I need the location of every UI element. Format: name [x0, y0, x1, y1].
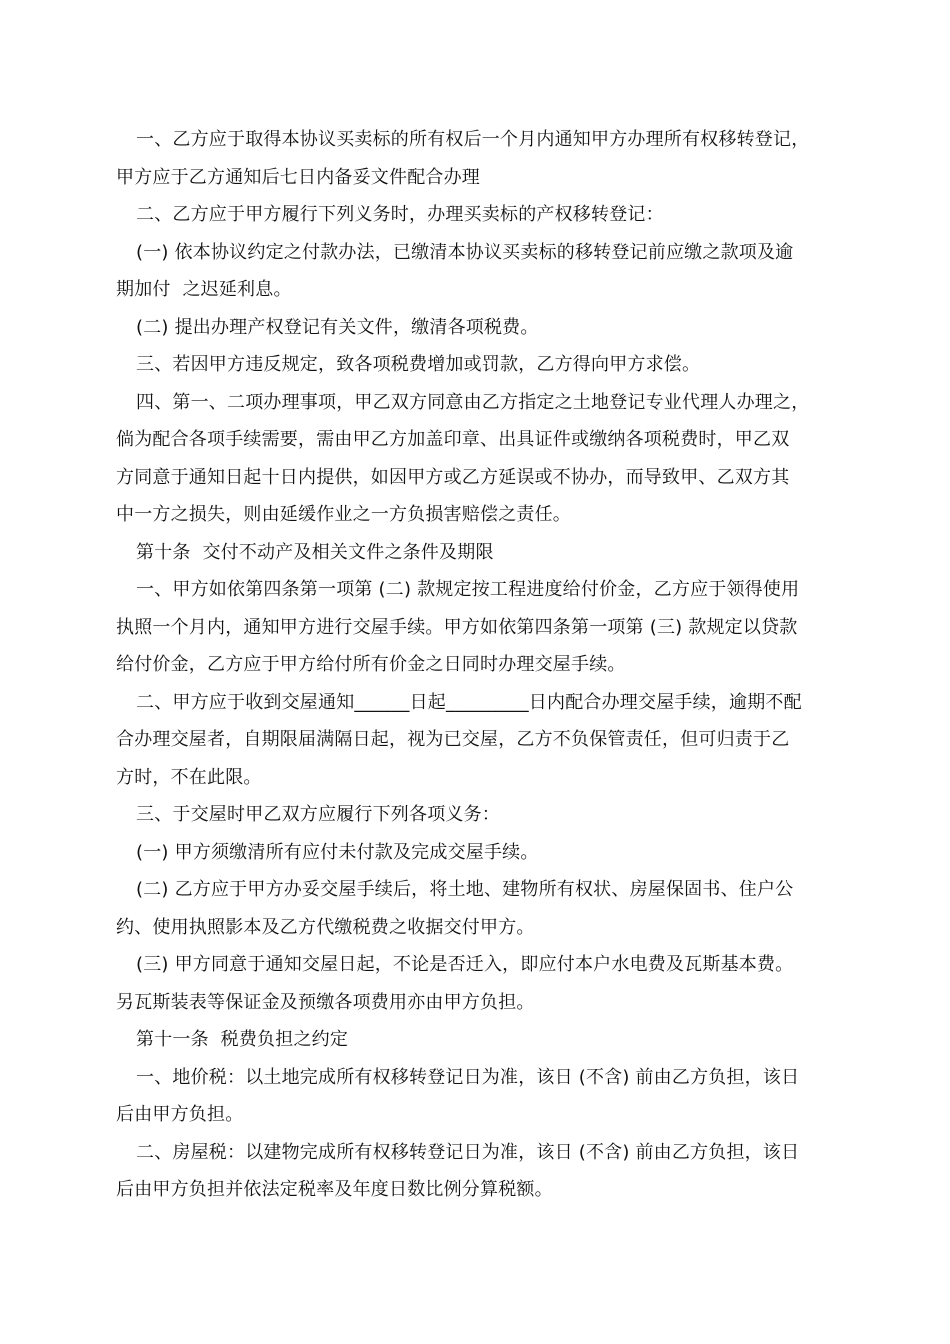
paragraph-line: 中一方之损失，则由延缓作业之一方负损害赔偿之责任。 [116, 504, 571, 525]
paragraph-line: 另瓦斯装表等保证金及预缴各项费用亦由甲方负担。 [116, 991, 535, 1013]
heading-line: 第十一条 税费负担之约定 [136, 1029, 349, 1050]
paragraph-line: 二、甲方应于收到交屋通知______日起_________日内配合办理交屋手续，逾期不配 [136, 691, 802, 713]
paragraph-line: 四、第一、二项办理事项，甲乙双方同意由乙方指定之土地登记专业代理人办理之， [136, 391, 810, 413]
paragraph-1 [116, 121, 842, 196]
paragraph-line: (二) 提出办理产权登记有关文件，缴清各项税费。 [136, 316, 539, 338]
paragraph-13 [116, 1059, 842, 1134]
paragraph-line: 给付价金，乙方应于甲方给付所有价金之日同时办理交屋手续。 [116, 654, 626, 675]
paragraph-5 [116, 346, 842, 384]
paragraph-4 [116, 309, 842, 347]
paragraph-line: 一、地价税：以土地完成所有权移转登记日为准，该日 (不含) 前由乙方负担，该日 [136, 1066, 800, 1088]
paragraph-line: 三、于交屋时甲乙双方应履行下列各项义务： [136, 804, 500, 825]
paragraph-line: 执照一个月内，通知甲方进行交屋手续。甲方如依第四条第一项第 (三) 款规定以贷款 [116, 616, 798, 638]
paragraph-line: 二、房屋税：以建物完成所有权移转登记日为准，该日 (不含) 前由乙方负担，该日 [136, 1141, 800, 1163]
paragraph-line: 后由甲方负担。 [116, 1104, 244, 1125]
paragraph-10 [116, 834, 842, 872]
paragraph-line: 甲方应于乙方通知后七日内备妥文件配合办理 [116, 166, 480, 188]
paragraph-line: 期加付 之迟延利息。 [116, 279, 292, 300]
section-heading-article-10 [116, 534, 842, 572]
paragraph-line: (一) 甲方须缴清所有应付未付款及完成交屋手续。 [136, 841, 539, 863]
paragraph-line: 方时，不在此限。 [116, 766, 262, 788]
paragraph-line: 方同意于通知日起十日内提供，如因甲方或乙方延误或不协办，而导致甲、乙双方其 [116, 466, 790, 488]
paragraph-line: 后由甲方负担并依法定税率及年度日数比例分算税额。 [116, 1179, 553, 1200]
document-body [116, 121, 842, 1209]
paragraph-9 [116, 796, 842, 834]
section-heading-article-11 [116, 1021, 842, 1059]
paragraph-line: 二、乙方应于甲方履行下列义务时，办理买卖标的产权移转登记： [136, 204, 664, 225]
paragraph-6 [116, 384, 842, 534]
paragraph-14 [116, 1134, 842, 1209]
paragraph-line: 三、若因甲方违反规定，致各项税费增加或罚款，乙方得向甲方求偿。 [136, 354, 701, 375]
paragraph-line: 合办理交屋者，自期限届满隔日起，视为已交屋，乙方不负保管责任，但可归责于乙 [116, 729, 790, 750]
paragraph-2 [116, 196, 842, 234]
paragraph-line: (一) 依本协议约定之付款办法，已缴清本协议买卖标的移转登记前应缴之款项及逾 [136, 241, 794, 263]
paragraph-12 [116, 946, 842, 1021]
paragraph-line: 倘为配合各项手续需要，需由甲乙方加盖印章、出具证件或缴纳各项税费时，甲乙双 [116, 429, 790, 450]
paragraph-line: (二) 乙方应于甲方办妥交屋手续后，将土地、建物所有权状、房屋保固书、住户公 [136, 879, 794, 900]
paragraph-7 [116, 571, 842, 684]
paragraph-3 [116, 234, 842, 309]
heading-line: 第十条 交付不动产及相关文件之条件及期限 [136, 541, 494, 563]
paragraph-line: (三) 甲方同意于通知交屋日起，不论是否迁入，即应付本户水电费及瓦斯基本费。 [136, 954, 794, 975]
paragraph-line: 一、甲方如依第四条第一项第 (二) 款规定按工程进度给付价金，乙方应于领得使用 [136, 579, 800, 600]
paragraph-line: 约、使用执照影本及乙方代缴税费之收据交付甲方。 [116, 916, 535, 938]
paragraph-11 [116, 871, 842, 946]
paragraph-8 [116, 684, 842, 797]
paragraph-line: 一、乙方应于取得本协议买卖标的所有权后一个月内通知甲方办理所有权移转登记， [136, 129, 810, 150]
